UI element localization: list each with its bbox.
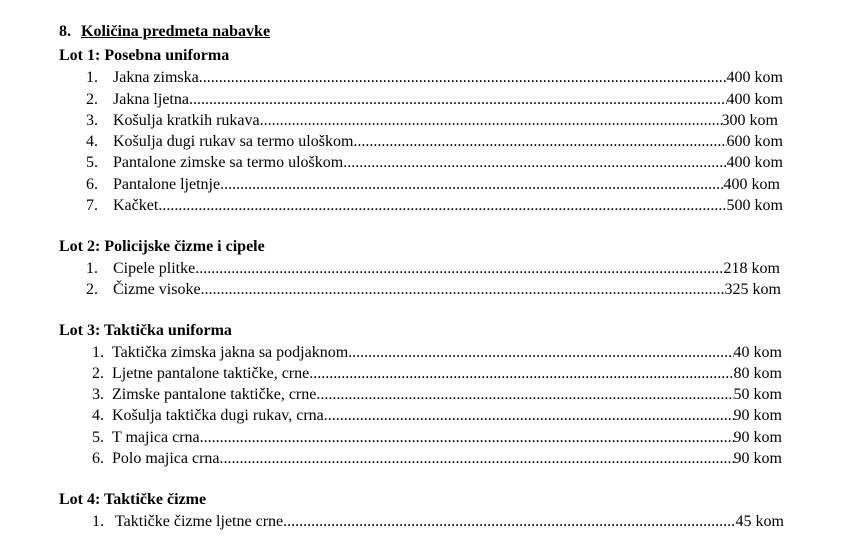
lot-title-1: Lot 1: Posebna uniforma	[59, 47, 230, 64]
list-item	[86, 174, 786, 195]
dot-leader	[260, 110, 722, 131]
item-number: 5.	[86, 154, 98, 171]
item-leader	[113, 174, 780, 195]
item-number: 2.	[92, 365, 104, 382]
dot-leader	[353, 131, 726, 152]
list-item	[92, 342, 792, 363]
item-leader	[113, 89, 783, 110]
item-leader	[113, 67, 783, 88]
item-label: Čizme visoke	[113, 281, 201, 298]
item-quantity: 600 kom	[726, 133, 783, 150]
dot-leader	[201, 279, 725, 300]
item-number: 1.	[92, 344, 104, 361]
lot-title-2: Lot 2: Policijske čizme i cipele	[59, 238, 265, 255]
item-leader	[112, 448, 782, 469]
dot-leader	[199, 67, 727, 88]
item-quantity: 325 kom	[724, 281, 781, 298]
item-number: 1.	[86, 260, 98, 277]
item-leader	[113, 110, 778, 131]
section-title: Količina predmeta nabavke	[81, 23, 271, 40]
item-leader	[113, 131, 783, 152]
item-number: 6.	[92, 450, 104, 467]
item-label: T majica crna	[112, 429, 200, 446]
section-number: 8.	[59, 23, 71, 40]
list-item	[86, 195, 786, 216]
item-label: Polo majica crna	[112, 450, 220, 467]
item-number: 4.	[86, 133, 98, 150]
list-item	[92, 405, 792, 426]
item-label: Ljetne pantalone taktičke, crne	[112, 365, 310, 382]
list-item	[92, 511, 792, 532]
item-number: 5.	[92, 429, 104, 446]
item-quantity: 400 kom	[726, 91, 783, 108]
list-item	[86, 279, 786, 300]
item-quantity: 90 kom	[733, 450, 782, 467]
item-number: 4.	[92, 407, 104, 424]
dot-leader	[348, 342, 733, 363]
item-leader	[112, 342, 782, 363]
list-item	[86, 110, 786, 131]
item-number: 1.	[86, 69, 98, 86]
dot-leader	[195, 258, 723, 279]
item-leader	[112, 363, 782, 384]
dot-leader	[316, 384, 733, 405]
list-item	[92, 363, 792, 384]
dot-leader	[283, 511, 735, 532]
item-leader	[113, 279, 781, 300]
item-quantity: 300 kom	[721, 112, 778, 129]
item-number: 2.	[86, 281, 98, 298]
dot-leader	[343, 152, 726, 173]
item-number: 2.	[86, 91, 98, 108]
item-quantity: 400 kom	[726, 69, 783, 86]
item-label: Košulja taktička dugi rukav, crna	[112, 407, 324, 424]
list-item	[92, 427, 792, 448]
item-quantity: 80 kom	[733, 365, 782, 382]
item-number: 7.	[86, 197, 98, 214]
item-quantity: 500 kom	[726, 197, 783, 214]
dot-leader	[189, 89, 727, 110]
item-label: Kačket	[113, 197, 159, 214]
dot-leader	[309, 363, 733, 384]
item-label: Jakna ljetna	[113, 91, 189, 108]
item-label: Košulja dugi rukav sa termo uloškom	[113, 133, 354, 150]
dot-leader	[220, 174, 723, 195]
list-item	[92, 448, 792, 469]
item-quantity: 45 kom	[735, 513, 784, 530]
list-item	[86, 258, 786, 279]
lot-title-3: Lot 3: Taktička uniforma	[59, 322, 232, 339]
item-leader	[112, 405, 782, 426]
lot-title-4: Lot 4: Taktičke čizme	[59, 491, 207, 508]
list-item	[86, 67, 786, 88]
item-quantity: 50 kom	[733, 386, 782, 403]
section-heading	[59, 22, 270, 42]
item-quantity: 90 kom	[733, 429, 782, 446]
item-quantity: 400 kom	[726, 154, 783, 171]
item-quantity: 218 kom	[723, 260, 780, 277]
item-leader	[113, 152, 783, 173]
item-label: Zimske pantalone taktičke, crne	[112, 386, 317, 403]
item-leader	[112, 384, 782, 405]
item-label: Taktička zimska jakna sa podjaknom	[112, 344, 349, 361]
item-number: 3.	[92, 386, 104, 403]
item-leader	[113, 258, 780, 279]
list-item	[92, 384, 792, 405]
item-label: Pantalone zimske sa termo uloškom	[113, 154, 344, 171]
item-label: Pantalone ljetnje	[113, 176, 221, 193]
item-label: Jakna zimska	[113, 69, 199, 86]
dot-leader	[200, 427, 734, 448]
item-leader	[113, 195, 783, 216]
item-number: 3.	[86, 112, 98, 129]
item-leader	[115, 511, 784, 532]
dot-leader	[220, 448, 734, 469]
list-item	[86, 152, 786, 173]
item-label: Taktičke čizme ljetne crne	[115, 513, 284, 530]
item-label: Cipele plitke	[113, 260, 196, 277]
item-leader	[112, 427, 782, 448]
list-item	[86, 89, 786, 110]
item-quantity: 400 kom	[723, 176, 780, 193]
list-item	[86, 131, 786, 152]
dot-leader	[158, 195, 726, 216]
dot-leader	[324, 405, 734, 426]
item-quantity: 40 kom	[733, 344, 782, 361]
item-label: Košulja kratkih rukava	[113, 112, 260, 129]
item-quantity: 90 kom	[733, 407, 782, 424]
item-number: 6.	[86, 176, 98, 193]
item-number: 1.	[92, 513, 104, 530]
